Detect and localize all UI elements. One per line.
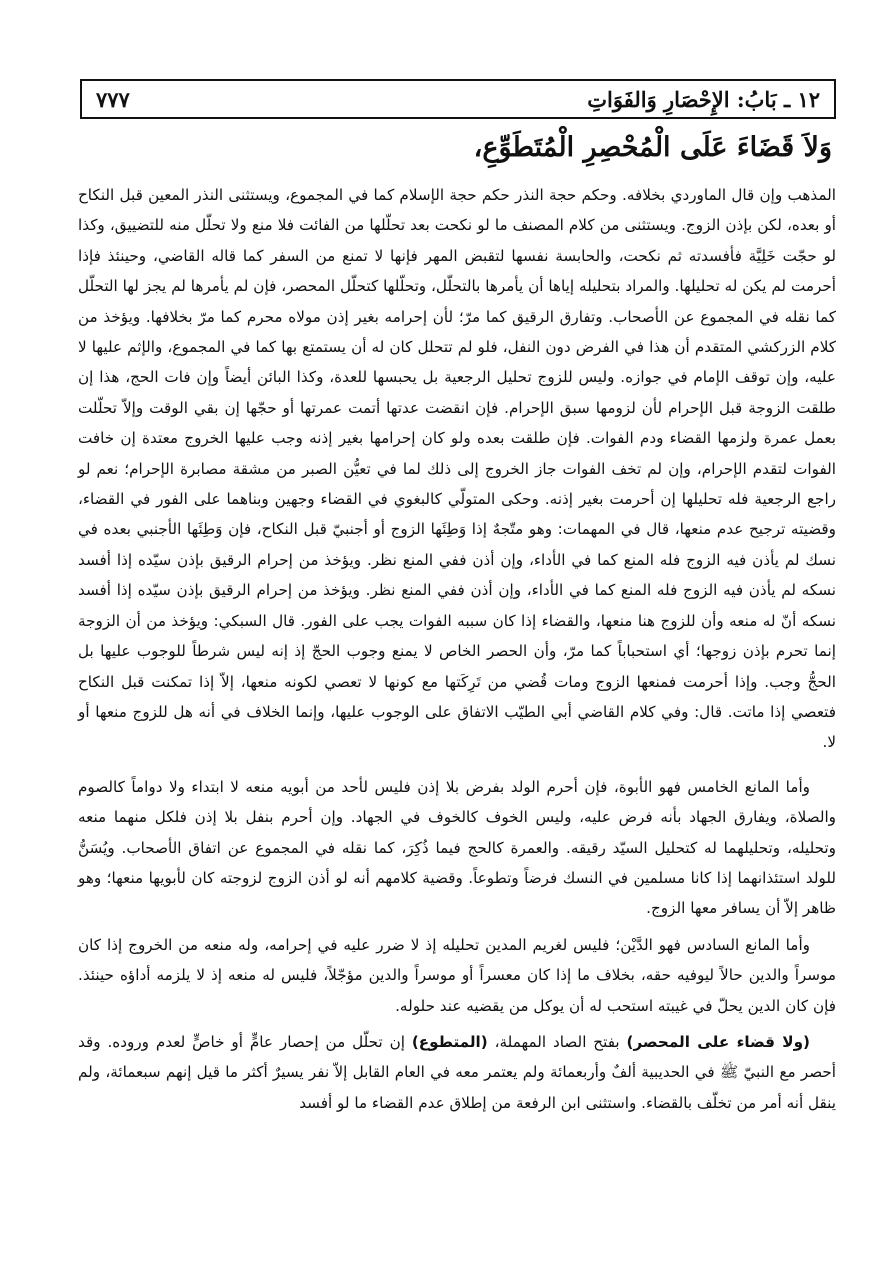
matn-heading: وَلاَ قَضَاءَ عَلَى الْمُحْصِرِ الْمُتَطَوِّعِ، (473, 132, 832, 163)
paragraph-1: المذهب وإن قال الماوردي بخلافه. وحكم حجة النذر حكم حجة الإسلام كما في المجموع، ويستثنى النذر المعين قبل النكاح أو بعده، لكن بإذن الزوج. ويستثنى من كلام المصنف ما لو نكحت بعد تحلّلها من الفائت فلا منع ولا تحلّل منه للتضييق، وكذا لو حجّت خَلِيَّة فأفسدته ثم نكحت، والحابسة نفسها لتقبض المهر فإنها لا تمنع من السفر كما قاله القاضي، وحينئذ فإذا أحرمت لم يكن له تحليلها. والمراد بتحليله إياها أن يأمرها بالتحلّل، وتحلّلها كتحلّل المحصر، فإن لم يأمرها لم يجز لها التحلّل كما نقله في المجموع عن الأصحاب. وتفارق الرقيق كما مرّ؛ لأن إحرامه بغير إذن مولاه محرم كما مرّ بخلافها. ويؤخذ من كلام الزركشي المتقدم أن هذا في الفرض دون النفل، فلو لم تتحلل كان له أن يستمتع بها كما في المجموع، والإثم عليها لا عليه، وإن توقف الإمام في جوازه. وليس للزوج تحليل الرجعية بل يحبسها للعدة، وكذا البائن أيضاً وإن فات الحج، هذا إن طلقت الزوجة قبل الإحرام لأن لزومها سبق الإحرام. فإن انقضت عدتها أتمت عمرتها أو حجّها إن بقي الوقت وإلاّ تحلّلت بعمل عمرة ولزمها القضاء ودم الفوات. فإن طلقت بعده ولو كان إحرامها بغير إذنه وجب عليها الخروج معتدة إن خافت الفوات لتقدم الإحرام، وإن لم تخف الفوات جاز الخروج إلى ذلك لما في تعيُّن الصبر من مشقة مصابرة الإحرام؛ نعم لو راجع الرجعية فله تحليلها إن أحرمت بغير إذنه. وحكى المتولّي كالبغوي في القضاء وجهين وبناهما على الفور في القضاء، وقضيته ترجيح عدم منعها، قال في المهمات: وهو متّجهٌ إذا وَطِئَها الزوج أو أجنبيّ قبل النكاح، فإن وَطِئَها الأجنبي بعده في نسك لم يأذن فيه الزوج فله المنع كما في الأداء، وإن أذن ففي المنع نظر. ويؤخذ من إحرام الرقيق بإذن سيّده إذا أفسد نسكه لم يأذن فيه الزوج فله المنع كما في الأداء، وإن أذن ففي المنع نظر. ويؤخذ من إحرام الرقيق بإذن سيّده إذا أفسد نسكه أنّ له منعه وأن للزوج هنا منعها، والقضاء إذا كان سببه الفوات يجب على الفور. قال السبكي: ويؤخذ من أن الزوجة إنما تحرم بإذن زوجها؛ أي استحباباً كما مرّ، وأن الحصر الخاص لا يمنع وجوب الحجّ إذ إنه ليس شرطاً للوجوب عليها بل الحجُّ وجب. وإذا أحرمت فمنعها الزوج ومات قُضي من تَرِكَتها مع كونها لا تعصي لكونه منعها، إلاّ إذا تمكنت قبل النكاح فتعصي إذا ماتت. قال: وفي كلام القاضي أبي الطيّب الاتفاق على الوجوب عليها، وإنما الخلاف في أنه هل للزوج منعها أو لا. (78, 186, 836, 752)
matn-quote-1: (ولا قضاء على المحصر) (626, 1032, 810, 1051)
paragraph-4 (78, 1027, 836, 1118)
paragraph-4-text: إن تحلّل من إحصار عامٍّ أو خاصٍّ لعدم وروده. وقد أحصر مع النبيّ ﷺ في الحديبية ألفٌ وأربعمائة ولم يعتمر معه في العام القابل إلاّ نفر يسيرٌ أكثر ما قيل إنهم سبعمائة، ولم ينقل أنه أمر من تخلّف بالقضاء. واستثنى ابن الرفعة من إطلاق عدم القضاء ما لو أفسد (78, 1032, 836, 1112)
matn-quote-2: (المتطوع) (411, 1032, 488, 1051)
paragraph-3: وأما المانع السادس فهو الدَّيْن؛ فليس لغريم المدين تحليله إذ لا ضرر عليه في إحرامه، وله منعه من الخروج إذا كان موسراً والدين حالاً ليوفيه حقه، بخلاف ما إذا كان معسراً أو موسراً والدين مؤجّلاً، فليس له منعه إذ لا يلزمه أداؤه حينئذ. فإن كان الدين يحلّ في غيبته استحب له أن يوكل من يقضيه عند حلوله. (78, 935, 836, 1015)
commentary-body (78, 180, 836, 1118)
page-number: ٧٧٧ (96, 86, 130, 112)
paragraph-2: وأما المانع الخامس فهو الأبوة، فإن أحرم الولد بفرض بلا إذن فليس لأحد من أبويه منعه لا ابتداء ولا دواماً كالصوم والصلاة، ويفارق الجهاد بأنه فرض عليه، وليس الخوف كالخوف في الجهاد. وإن أحرم بنفل بلا إذن فلكل منهما منعه وتحليله، وتحليلهما له كتحليل السيّد رقيقه. والعمرة كالحج فيما ذُكِرَ، كما نقله في المجموع عن اتفاق الأصحاب. ويُسَنُّ للولد استئذانهما إذا كانا مسلمين في النسك فرضاً وتطوعاً. وقضية كلامهم أنه لو أذن الزوج لزوجته كان لأبويها منعها؛ وهو ظاهر إلاّ أن يسافر معها الزوج. (78, 777, 836, 918)
running-header (80, 79, 836, 119)
paragraph-4-mid: بفتح الصاد المهملة، (487, 1032, 627, 1051)
chapter-title: ١٢ ـ بَابُ: الإِحْصَارِ وَالفَوَاتِ (587, 86, 820, 112)
